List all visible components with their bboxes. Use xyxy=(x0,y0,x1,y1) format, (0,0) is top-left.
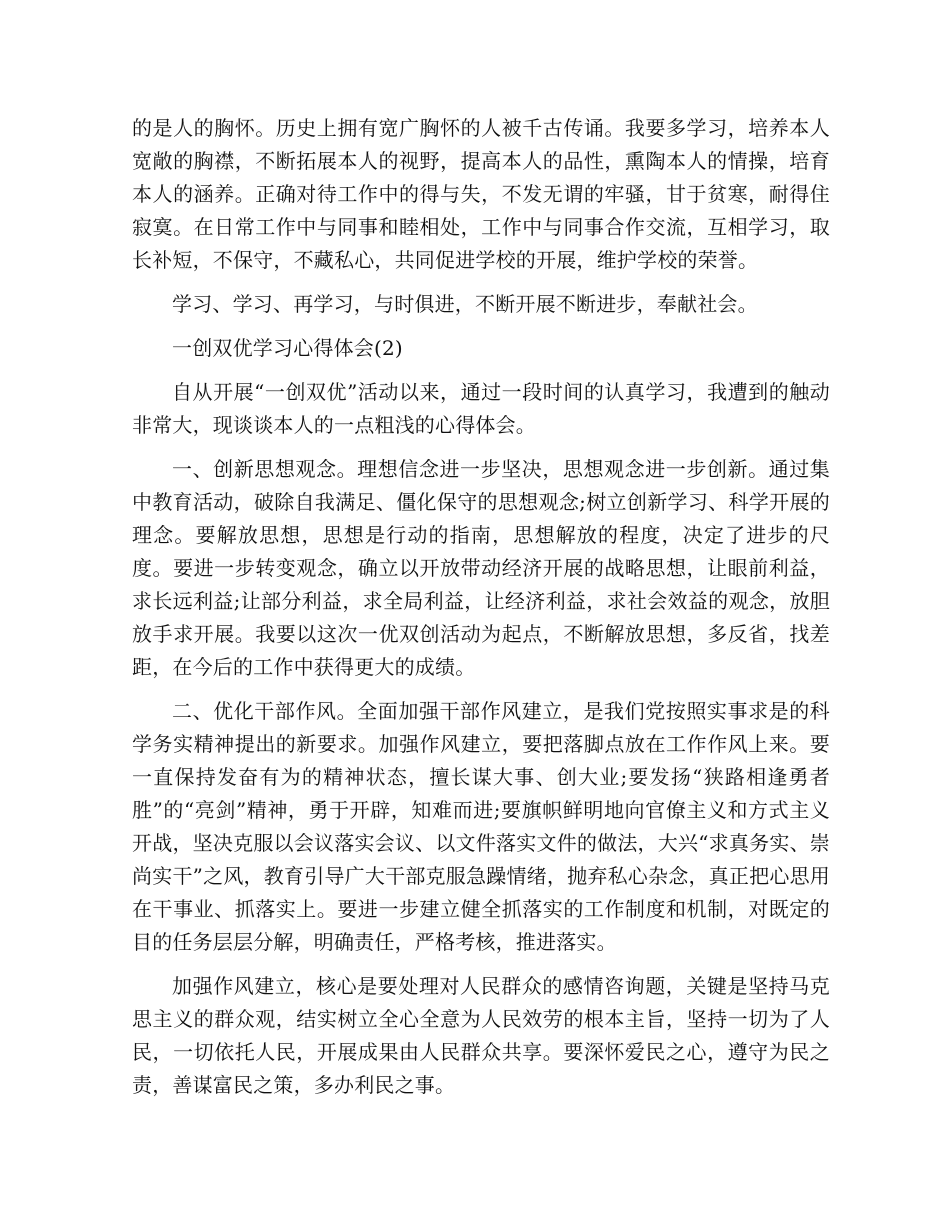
section-title: 一创双优学习心得体会(2) xyxy=(172,336,403,360)
paragraph-intro: 自从开展“一创双优”活动以来，通过一段时间的认真学习，我遭到的触动非常大，现谈谈本人的一点粗浅的心得体会。 xyxy=(132,380,830,437)
paragraph-point-2: 二、优化干部作风。全面加强干部作风建立，是我们党按照实事求是的科学务实精神提出的新要求。加强作风建立，要把落脚点放在工作作风上来。要一直保持发奋有为的精神状态，擅长谋大事、创大业;要发扬“狭路相逢勇者胜”的“亮剑”精神，勇于开辟，知难而进;要旗帜鲜明地向官僚主义和方式主义开战，坚决克服以会议落实会议、以文件落实文件的做法，大兴“求真务实、崇尚实干”之风，教育引导广大干部克服急躁情绪，抛弃私心杂念，真正把心思用在干事业、抓落实上。要进一步建立健全抓落实的工作制度和机制，对既定的目的任务层层分解，明确责任，严格考核，推进落实。 xyxy=(132,699,830,954)
paragraph-point-1: 一、创新思想观念。理想信念进一步坚决，思想观念进一步创新。通过集中教育活动，破除自我满足、僵化保守的思想观念;树立创新学习、科学开展的理念。要解放思想，思想是行动的指南，思想解放的程度，决定了进步的尺度。要进一步转变观念，确立以开放带动经济开展的战略思想，让眼前利益，求长远利益;让部分利益，求全局利益，让经济利益，求社会效益的观念，放胆放手求开展。我要以这次一优双创活动为起点，不断解放思想，多反省，找差距，在今后的工作中获得更大的成绩。 xyxy=(132,457,830,679)
paragraph-continuation: 的是人的胸怀。历史上拥有宽广胸怀的人被千古传诵。我要多学习，培养本人宽敞的胸襟，不断拓展本人的视野，提高本人的品性，熏陶本人的情操，培育本人的涵养。正确对待工作中的得与失，不发无谓的牢骚，甘于贫寒，耐得住寂寞。在日常工作中与同事和睦相处，工作中与同事合作交流，互相学习，取长补短，不保守，不藏私心，共同促进学校的开展，维护学校的荣誉。 xyxy=(132,116,830,272)
document-body xyxy=(132,112,830,1113)
paragraph-summary: 学习、学习、再学习，与时俱进，不断开展不断进步，奉献社会。 xyxy=(172,292,758,316)
paragraph-conclusion: 加强作风建立，核心是要处理对人民群众的感情咨询题，关键是坚持马克思主义的群众观，结实树立全心全意为人民效劳的根本主旨，坚持一切为了人民，一切依托人民，开展成果由人民群众共享。要深怀爱民之心，遵守为民之责，善谋富民之策，多办利民之事。 xyxy=(132,974,830,1097)
